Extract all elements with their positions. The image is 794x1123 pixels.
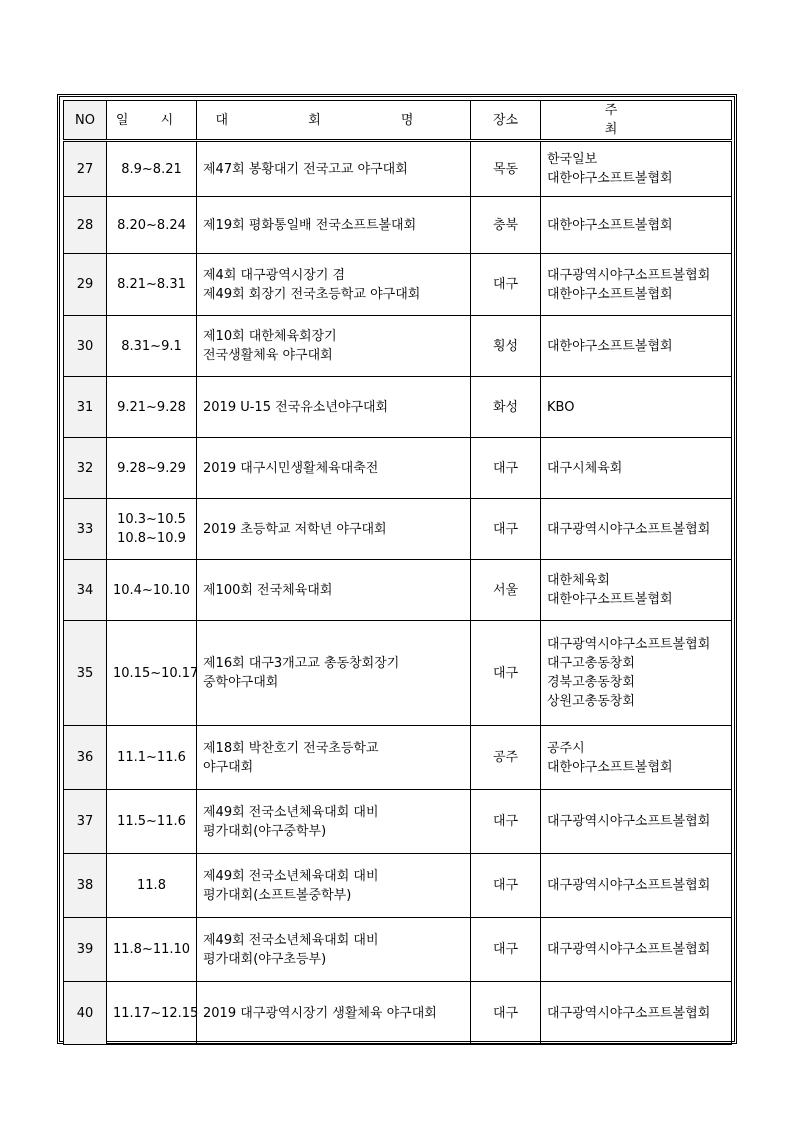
date-line: 8.9~8.21 (121, 161, 182, 177)
date-line: 11.17~12.15 (113, 1005, 199, 1021)
row-number: 31 (64, 377, 107, 438)
row-place: 횡성 (471, 316, 541, 377)
header-date (107, 101, 197, 141)
header-host (541, 101, 732, 141)
row-place: 대구 (471, 854, 541, 918)
table-row (64, 982, 732, 1045)
event-name-line: 2019 대구시민생활체육대축전 (203, 460, 379, 476)
host-line: 대구광역시야구소프트볼협회 (547, 878, 711, 893)
row-host (541, 726, 732, 790)
table-row (64, 560, 732, 621)
table-row (64, 790, 732, 854)
row-number: 30 (64, 316, 107, 377)
row-event-name (197, 918, 471, 982)
table-row (64, 141, 732, 197)
host-line: 경북고총동창회 (547, 675, 635, 690)
row-date (107, 982, 197, 1045)
row-event-name (197, 560, 471, 621)
event-name-line: 제49회 전국소년체육대회 대비 (203, 804, 379, 820)
row-number: 32 (64, 438, 107, 499)
row-date (107, 621, 197, 726)
host-line: 대한야구소프트볼협회 (547, 338, 673, 354)
row-number: 36 (64, 726, 107, 790)
date-line: 10.3~10.5 (117, 512, 186, 527)
row-host (541, 621, 732, 726)
host-line: 대구고총동창회 (547, 656, 635, 671)
row-place: 화성 (471, 377, 541, 438)
row-host (541, 438, 732, 499)
header-no: NO (64, 101, 107, 141)
row-date (107, 560, 197, 621)
host-line: KBO (547, 399, 575, 415)
row-host (541, 499, 732, 560)
header-place: 장소 (471, 101, 541, 141)
date-line: 8.20~8.24 (117, 217, 186, 233)
header-event (197, 101, 471, 141)
event-name-line: 제49회 전국소년체육대회 대비 (203, 932, 379, 948)
schedule-table (63, 100, 732, 1045)
table-row (64, 377, 732, 438)
table-row (64, 726, 732, 790)
event-name-line: 야구대회 (203, 759, 254, 775)
row-host (541, 854, 732, 918)
event-name-line: 2019 U-15 전국유소년야구대회 (203, 399, 389, 415)
row-place: 대구 (471, 982, 541, 1045)
header-row (64, 101, 732, 141)
row-date (107, 377, 197, 438)
row-host (541, 197, 732, 254)
row-event-name (197, 499, 471, 560)
event-name-line: 제10회 대한체육회장기 (203, 329, 337, 344)
date-line: 11.8~11.10 (113, 942, 191, 957)
event-name-line: 평가대회(야구초등부) (203, 951, 327, 967)
row-event-name (197, 621, 471, 726)
event-name-line: 전국생활체육 야구대회 (203, 348, 333, 363)
date-line: 10.8~10.9 (117, 531, 186, 546)
row-event-name (197, 377, 471, 438)
event-name-line: 평가대회(소프트볼중학부) (203, 887, 352, 903)
schedule-body (64, 141, 732, 1045)
event-name-line: 평가대회(야구중학부) (203, 823, 327, 839)
row-host (541, 316, 732, 377)
row-place: 서울 (471, 560, 541, 621)
row-place: 대구 (471, 499, 541, 560)
event-name-line: 제100회 전국체육대회 (203, 582, 333, 598)
row-place: 충북 (471, 197, 541, 254)
host-line: 대한야구소프트볼협회 (547, 171, 673, 186)
row-event-name (197, 316, 471, 377)
row-number: 27 (64, 141, 107, 197)
event-name-line: 제49회 회장기 전국초등학교 야구대회 (203, 286, 421, 302)
header-event-label: 대 회 명 (215, 112, 452, 128)
row-event-name (197, 790, 471, 854)
row-place: 대구 (471, 918, 541, 982)
schedule-frame (57, 94, 737, 1044)
row-number: 33 (64, 499, 107, 560)
row-host (541, 560, 732, 621)
date-line: 9.28~9.29 (117, 460, 186, 476)
event-name-line: 중학야구대회 (203, 675, 279, 690)
host-line: 대한야구소프트볼협회 (547, 217, 673, 233)
host-line: 대한체육회 (547, 573, 610, 588)
row-host (541, 377, 732, 438)
row-event-name (197, 254, 471, 316)
event-name-line: 제47회 봉황대기 전국고교 야구대회 (203, 161, 408, 177)
row-date (107, 141, 197, 197)
table-row (64, 197, 732, 254)
host-line: 대구광역시야구소프트볼협회 (547, 1005, 711, 1021)
row-number: 28 (64, 197, 107, 254)
table-row (64, 621, 732, 726)
event-name-line: 제16회 대구3개고교 총동창회장기 (203, 656, 400, 671)
row-date (107, 316, 197, 377)
host-line: 대구광역시야구소프트볼협회 (547, 814, 711, 829)
header-host-label: 주 최 (604, 103, 668, 137)
event-name-line: 제18회 박찬호기 전국초등학교 (203, 740, 379, 756)
date-line: 8.21~8.31 (117, 277, 186, 292)
table-row (64, 499, 732, 560)
table-row (64, 918, 732, 982)
date-line: 8.31~9.1 (121, 338, 182, 354)
table-row (64, 438, 732, 499)
row-event-name (197, 982, 471, 1045)
event-name-line: 2019 초등학교 저학년 야구대회 (203, 521, 387, 537)
row-place: 목동 (471, 141, 541, 197)
row-date (107, 499, 197, 560)
row-event-name (197, 438, 471, 499)
event-name-line: 2019 대구광역시장기 생활체육 야구대회 (203, 1005, 437, 1021)
event-name-line: 제49회 전국소년체육대회 대비 (203, 868, 379, 884)
host-line: 대한야구소프트볼협회 (547, 759, 673, 775)
row-number: 29 (64, 254, 107, 316)
row-host (541, 141, 732, 197)
row-date (107, 854, 197, 918)
row-date (107, 918, 197, 982)
row-event-name (197, 854, 471, 918)
row-place: 대구 (471, 438, 541, 499)
row-host (541, 918, 732, 982)
row-number: 34 (64, 560, 107, 621)
row-place: 공주 (471, 726, 541, 790)
host-line: 대구광역시야구소프트볼협회 (547, 942, 711, 957)
date-line: 10.4~10.10 (113, 582, 191, 598)
event-name-line: 제19회 평화통일배 전국소프트볼대회 (203, 217, 417, 233)
date-line: 11.1~11.6 (117, 750, 186, 765)
row-date (107, 254, 197, 316)
host-line: 대한야구소프트볼협회 (547, 592, 673, 607)
row-event-name (197, 726, 471, 790)
row-date (107, 438, 197, 499)
row-host (541, 254, 732, 316)
table-row (64, 854, 732, 918)
row-date (107, 790, 197, 854)
host-line: 상원고총동창회 (547, 694, 635, 709)
date-line: 11.5~11.6 (117, 814, 186, 829)
row-number: 39 (64, 918, 107, 982)
host-line: 대구시체육회 (547, 460, 623, 476)
row-number: 35 (64, 621, 107, 726)
row-host (541, 790, 732, 854)
row-place: 대구 (471, 790, 541, 854)
row-date (107, 197, 197, 254)
table-row (64, 254, 732, 316)
row-place: 대구 (471, 254, 541, 316)
date-line: 11.8 (137, 878, 166, 893)
row-number: 37 (64, 790, 107, 854)
header-date-label: 일 시 (115, 112, 188, 128)
row-event-name (197, 197, 471, 254)
row-event-name (197, 141, 471, 197)
row-host (541, 982, 732, 1045)
host-line: 대구광역시야구소프트볼협회 (547, 267, 711, 283)
table-row (64, 316, 732, 377)
row-number: 38 (64, 854, 107, 918)
date-line: 9.21~9.28 (117, 399, 186, 415)
host-line: 한국일보 (547, 152, 598, 167)
host-line: 대구광역시야구소프트볼협회 (547, 637, 711, 652)
row-place: 대구 (471, 621, 541, 726)
row-date (107, 726, 197, 790)
host-line: 대한야구소프트볼협회 (547, 286, 673, 302)
event-name-line: 제4회 대구광역시장기 겸 (203, 267, 346, 283)
date-line: 10.15~10.17 (113, 665, 199, 681)
host-line: 공주시 (547, 740, 585, 756)
host-line: 대구광역시야구소프트볼협회 (547, 521, 711, 537)
row-number: 40 (64, 982, 107, 1045)
